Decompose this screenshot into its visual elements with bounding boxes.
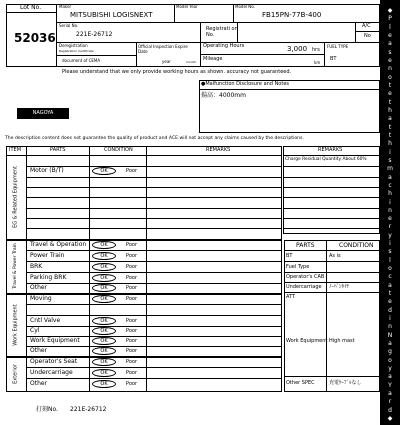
side-notice-char: i <box>389 315 391 323</box>
notice-hours: Please understand that we only provide working hours as shown. accuracy not guaranteed. <box>62 69 292 75</box>
malfunction-box <box>199 80 380 133</box>
serial-value: 221E-26712 <box>76 31 113 38</box>
side-row-undercarriage-value: ﾉｰﾊﾟﾝﾀｲﾔ <box>329 284 350 290</box>
side-notice-char: t <box>388 81 392 89</box>
lot-no: 52036 <box>14 31 56 45</box>
ok-mark: OK <box>92 167 116 175</box>
side-notice-char: o <box>388 265 392 273</box>
remarks-column-header: REMARKS <box>318 147 343 153</box>
ok-mark: OK <box>92 327 116 335</box>
ok-mark: OK <box>92 380 116 388</box>
side-row-att: ATT <box>286 294 296 300</box>
footer-value: 221E-26712 <box>70 406 107 413</box>
deregistration-label: Deregistration <box>59 43 88 48</box>
side-condition-header: CONDITION <box>339 242 374 249</box>
side-notice-char: s <box>388 156 392 164</box>
poor-option: Poor <box>126 242 138 248</box>
side-notice-char: t <box>388 290 392 298</box>
malfunction-note: 揚高：4000mm <box>201 92 246 99</box>
km-label: km <box>314 60 321 65</box>
maker-value: MITSUBISHI LOGISNEXT <box>70 11 153 19</box>
side-table <box>284 240 380 392</box>
item-header: ITEM <box>9 147 22 153</box>
model-no-value: FB15PN-77B-400 <box>262 11 322 19</box>
side-notice-char: a <box>388 340 392 348</box>
side-notice-char: a <box>388 281 392 289</box>
side-row-fuel-type: Fuel Type <box>286 264 310 270</box>
row-power-train: Power Train <box>30 252 65 259</box>
side-notice-char: y <box>388 365 392 373</box>
side-notice-char: P <box>388 15 392 23</box>
fuel-type-value: BT <box>330 56 337 62</box>
side-notice-char: a <box>388 173 392 181</box>
side-notice-char: s <box>388 248 392 256</box>
side-notice-char: s <box>388 48 392 56</box>
row-travel-operation: Travel & Operation <box>30 241 87 248</box>
row-motor: Motor (B/T) <box>30 167 64 174</box>
poor-option: Poor <box>126 275 138 281</box>
side-notice-char: n <box>388 323 392 331</box>
poor-option: Poor <box>126 338 138 344</box>
lot-no-label: Lot No. <box>20 4 42 11</box>
side-notice-char: l <box>389 256 391 264</box>
document-cema-label: document of CEMA <box>62 58 101 63</box>
row-operators-seat: Operator's Seat <box>30 358 78 365</box>
poor-option: Poor <box>126 348 138 354</box>
side-notice-char: N <box>387 331 393 339</box>
ok-mark: OK <box>92 295 116 303</box>
side-notice-char: y <box>388 231 392 239</box>
side-notice-char: e <box>388 56 392 64</box>
ac-value: No <box>364 33 371 39</box>
row-other-exterior: Other <box>30 380 48 387</box>
side-notice-char: t <box>388 98 392 106</box>
group-work: Work Equipment <box>12 304 19 346</box>
side-row-bt-value: As is <box>329 253 341 259</box>
row-other-work: Other <box>30 347 48 354</box>
remarks-residual: Charge Residual Quantity About 60% <box>285 157 367 162</box>
side-notice-char: ◆ <box>387 7 393 14</box>
year-label: year <box>162 59 171 64</box>
row-other-travel: Other <box>30 284 48 291</box>
side-notice-char: o <box>388 356 392 364</box>
side-notice-char: e <box>388 298 392 306</box>
ok-mark: OK <box>92 263 116 271</box>
row-brk: BRK <box>30 263 43 270</box>
side-row-other-spec: Other SPEC <box>286 380 315 386</box>
poor-option: Poor <box>126 168 138 174</box>
registration-label: Registrati on No. <box>206 26 238 38</box>
ok-mark: OK <box>92 252 116 260</box>
ok-mark: OK <box>92 337 116 345</box>
registration-certificate-label: Registration Certificate <box>59 49 94 53</box>
operating-hours-label: Operating Hours <box>203 43 245 49</box>
side-notice-char: i <box>389 240 391 248</box>
side-notice-char: i <box>389 148 391 156</box>
model-year-label: Model Year <box>176 4 198 9</box>
side-notice-char: a <box>388 390 392 398</box>
side-notice-char: e <box>388 31 392 39</box>
poor-option: Poor <box>126 285 138 291</box>
ok-mark: OK <box>92 284 116 292</box>
group-travel: Travel & Power Train <box>12 243 18 289</box>
side-notice-char: l <box>389 23 391 31</box>
side-notice-char: Y <box>388 381 392 389</box>
group-exterior: Exterior <box>12 364 19 384</box>
hrs-label: hrs <box>312 47 320 53</box>
row-work-equipment: Work Equipment <box>30 337 80 344</box>
location-badge: NAGOYA <box>17 108 69 119</box>
row-parking-brk: Parking BRK <box>30 274 67 281</box>
side-row-bt: BT <box>286 253 293 259</box>
malfunction-title: ●Malfunction Disclosure and Notes <box>201 81 290 87</box>
maker-label: Maker <box>59 4 72 9</box>
operating-hours-value: 3,000 <box>287 45 308 53</box>
row-moving: Moving <box>30 295 52 302</box>
side-notice-char: a <box>388 40 392 48</box>
side-notice-char: d <box>388 306 392 314</box>
footer-label: 打刻No. <box>36 406 58 413</box>
side-notice-char: e <box>388 215 392 223</box>
side-notice-char: n <box>388 65 392 73</box>
side-row-undercarriage: Undercarriage <box>286 284 322 290</box>
serial-label: Serial No. <box>59 23 79 28</box>
side-notice-char: g <box>388 348 392 356</box>
ok-mark: OK <box>92 317 116 325</box>
side-notice-char: ◆ <box>387 415 393 422</box>
side-notice-char: a <box>388 373 392 381</box>
side-notice-char: h <box>388 140 392 148</box>
poor-option: Poor <box>126 328 138 334</box>
side-notice-char: t <box>388 123 392 131</box>
poor-option: Poor <box>126 381 138 387</box>
mileage-label: Mileage <box>203 56 223 62</box>
ok-mark: OK <box>92 274 116 282</box>
ok-mark: OK <box>92 369 116 377</box>
poor-option: Poor <box>126 370 138 376</box>
ac-label: A/C <box>362 23 371 29</box>
side-notice-char: e <box>388 90 392 98</box>
side-notice-char: o <box>388 73 392 81</box>
poor-option: Poor <box>126 264 138 270</box>
side-row-other-spec-value: 充電ｹｰﾌﾞﾙなし <box>329 380 362 386</box>
side-notice-char: h <box>388 190 392 198</box>
side-notice-char: n <box>388 206 392 214</box>
condition-header: CONDITION <box>104 147 133 153</box>
side-notice-char: m <box>387 165 393 173</box>
side-notice-char: a <box>388 115 392 123</box>
row-undercarriage: Undercarriage <box>30 369 73 376</box>
side-notice-char: t <box>388 131 392 139</box>
disclaimer: The description content does not guarantee the quality of product and ACE will not accept any claims caused by the descriptions. <box>5 136 304 141</box>
poor-option: Poor <box>126 296 138 302</box>
model-no-label: Model No. <box>235 4 255 9</box>
fuel-type-label: FUEL TYPE <box>327 44 349 49</box>
side-row-operators-cab: Operator's CAB <box>286 274 325 280</box>
side-notice-char: h <box>388 106 392 114</box>
row-cntl-valve: Cntl Valve <box>30 317 61 324</box>
side-row-work-equipment-value: High mast <box>329 338 355 344</box>
side-notice-char: i <box>389 198 391 206</box>
poor-option: Poor <box>126 359 138 365</box>
row-cyl: Cyl <box>30 327 40 334</box>
group-eg: EG & Related Equipment <box>12 166 19 228</box>
side-notice-char: c <box>388 273 392 281</box>
side-notice-char: r <box>388 398 392 406</box>
ok-mark: OK <box>92 241 116 249</box>
month-label: month <box>186 60 196 64</box>
poor-option: Poor <box>126 253 138 259</box>
side-row-work-equipment: Work Equipment <box>286 338 328 344</box>
parts-header: PARTS <box>50 147 66 153</box>
remarks-header: REMARKS <box>206 147 231 153</box>
side-notice-char: r <box>388 223 392 231</box>
inspection-label: Official Inspection Expire Date <box>138 44 188 54</box>
side-notice-char: d <box>388 406 392 414</box>
poor-option: Poor <box>126 318 138 324</box>
side-notice-char: c <box>388 181 392 189</box>
ok-mark: OK <box>92 347 116 355</box>
side-parts-header: PARTS <box>296 242 315 249</box>
ok-mark: OK <box>92 358 116 366</box>
